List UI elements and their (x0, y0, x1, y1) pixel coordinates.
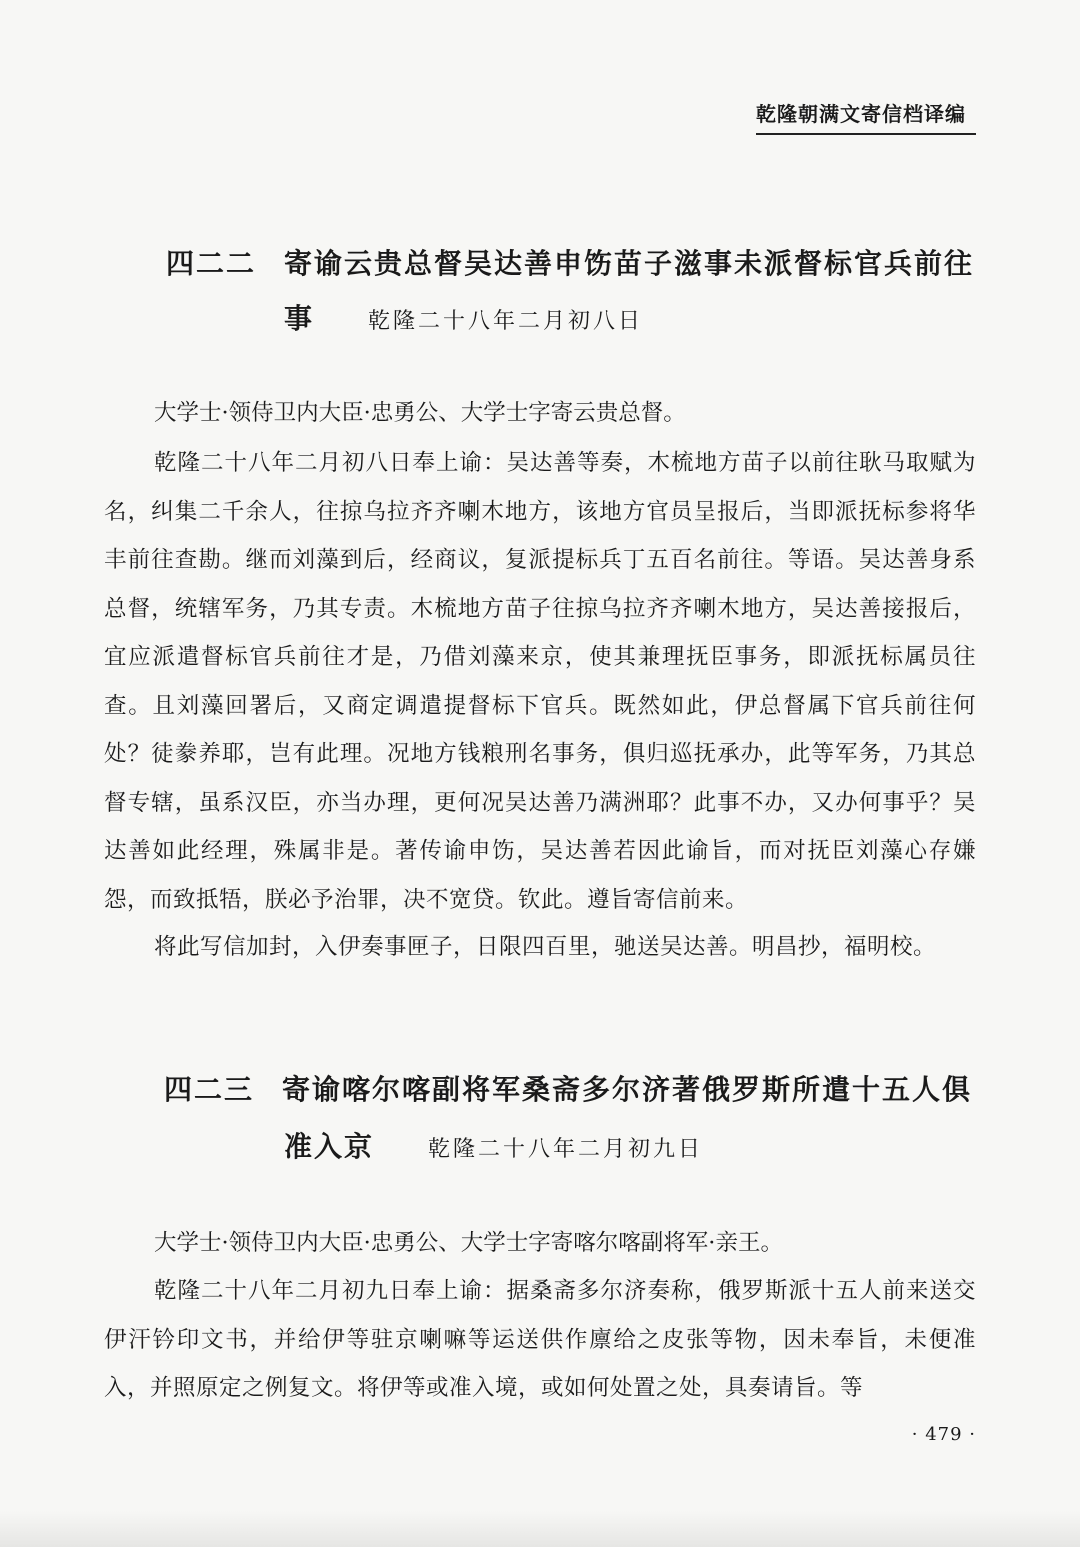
page-number: · 479 · (911, 1424, 976, 1445)
section-title-422 (166, 247, 986, 280)
note-paragraph-422: 将此写信加封，入伊奏事匣子，日限四百里，驰送吴达善。明昌抄，福明校。 (154, 934, 937, 960)
section-title-text: 寄谕喀尔喀副将军桑斋多尔济著俄罗斯所遣十五人俱 (282, 1073, 973, 1106)
section-title-422-line2 (284, 297, 643, 337)
section-date: 乾隆二十八年二月初九日 (428, 1137, 704, 1162)
section-title-text: 寄谕云贵总督吴达善申饬苗子滋事未派督标官兵前往 (284, 247, 975, 280)
section-number: 四二二 (166, 247, 257, 280)
running-head: 乾隆朝满文寄信档译编 (756, 98, 976, 135)
section-title-continuation: 事 (284, 302, 315, 335)
body-paragraph-423: 乾隆二十八年二月初九日奉上谕：据桑斋多尔济奏称，俄罗斯派十五人前来送交伊汗钤印文书，并给伊等驻京喇嘛等运送供作廪给之皮张等物，因未奉旨，未便准入，并照原定之例复文。将伊等或准入境，或如何处置之处，具奏请旨。等 (104, 1278, 976, 1401)
page-bottom-edge (0, 1511, 1080, 1547)
section-title-423 (164, 1073, 984, 1106)
section-title-423-line2 (284, 1125, 703, 1165)
addressee-423: 大学士·领侍卫内大臣·忠勇公、大学士字寄喀尔喀副将军·亲王。 (154, 1230, 783, 1256)
section-title-continuation: 准入京 (284, 1130, 375, 1163)
section-date: 乾隆二十八年二月初八日 (368, 309, 644, 334)
section-number: 四二三 (164, 1073, 255, 1106)
body-paragraph-422: 乾隆二十八年二月初八日奉上谕：吴达善等奏，木梳地方苗子以前往耿马取赋为名，纠集二千余人，往掠乌拉齐齐喇木地方，该地方官员呈报后，当即派抚标参将华丰前往查勘。继而刘藻到后，经商议，复派提标兵丁五百名前往。等语。吴达善身系总督，统辖军务，乃其专责。木梳地方苗子往掠乌拉齐齐喇木地方，吴达善接报后，宜应派遣督标官兵前往才是，乃借刘藻来京，使其兼理抚臣事务，即派抚标属员往查。且刘藻回署后，又商定调遣提督标下官兵。既然如此，伊总督属下官兵前往何处？徒豢养耶，岂有此理。况地方钱粮刑名事务，俱归巡抚承办，此等军务，乃其总督专辖，虽系汉臣，亦当办理，更何况吴达善乃满洲耶？此事不办，又办何事乎？吴达善如此经理，殊属非是。著传谕申饬，吴达善若因此谕旨，而对抚臣刘藻心存嫌怨，而致抵牾，朕必予治罪，决不宽贷。钦此。遵旨寄信前来。 (104, 450, 976, 913)
addressee-422: 大学士·领侍卫内大臣·忠勇公、大学士字寄云贵总督。 (154, 400, 686, 426)
